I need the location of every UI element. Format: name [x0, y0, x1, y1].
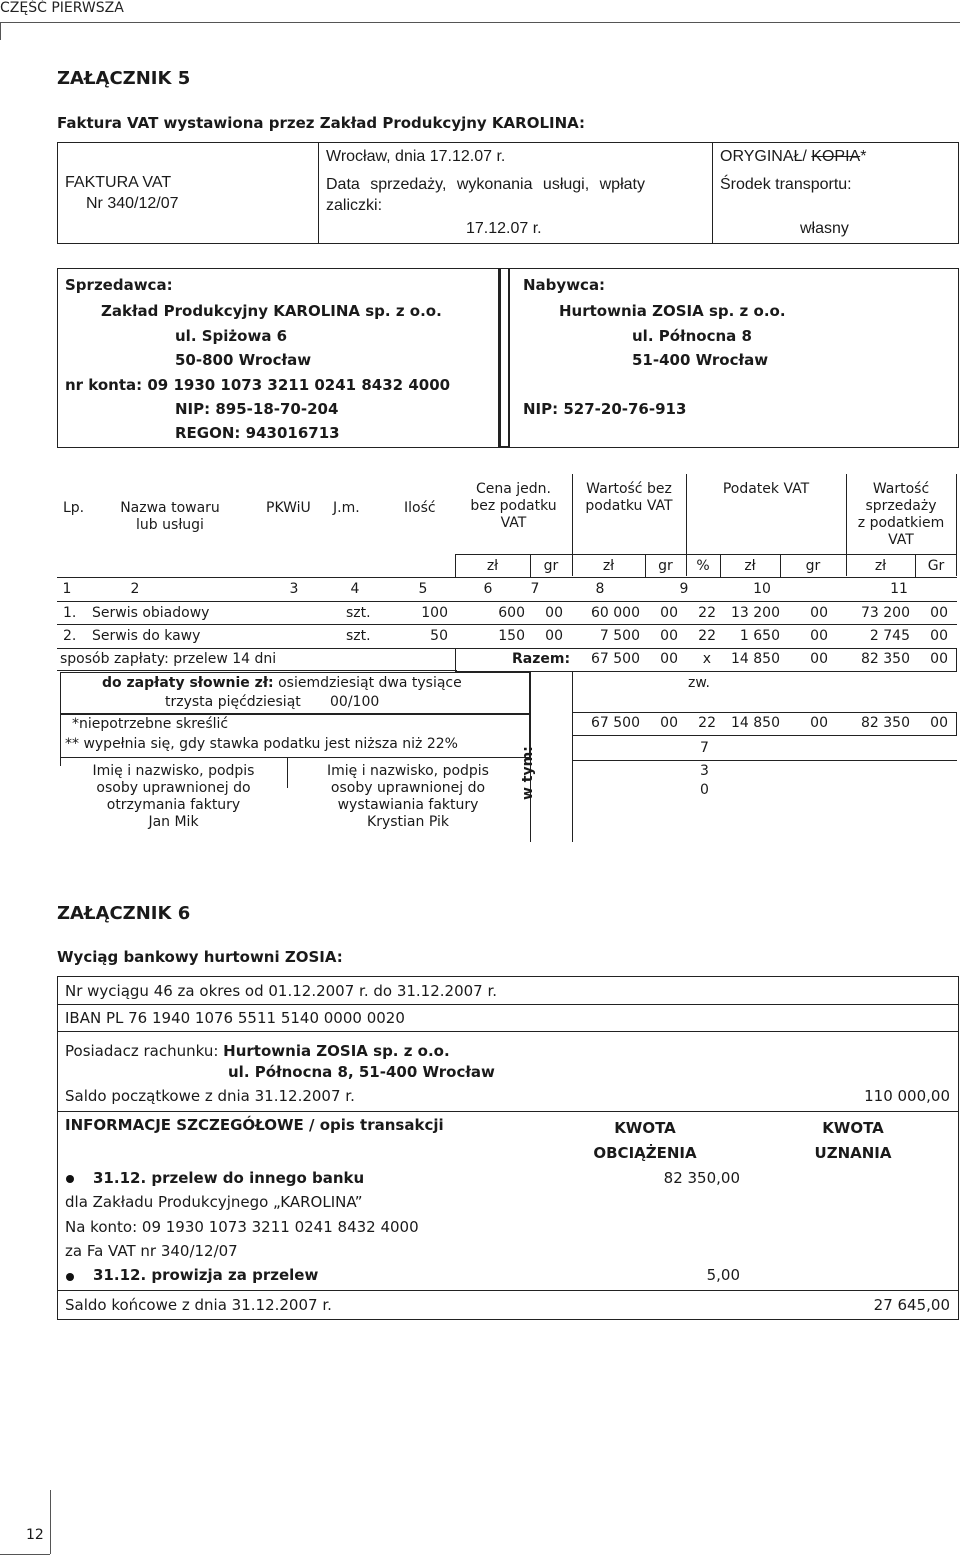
credit-header	[798, 1116, 908, 1166]
rate22-tax-gr: 00	[810, 715, 828, 731]
issue-name: Krystian Pik	[367, 814, 449, 830]
unit-tax-gr: gr	[805, 558, 821, 574]
transaction-debit: 5,00	[706, 1266, 740, 1284]
rate-zw: zw.	[688, 675, 710, 691]
th-net-line1: Wartość bez	[586, 481, 672, 497]
recv-line3: otrzymania faktury	[106, 797, 241, 813]
seller-nip: NIP: 895-18-70-204	[175, 400, 339, 418]
annex6-title: ZAŁĄCZNIK 6	[57, 903, 191, 924]
holder-address: ul. Północna 8, 51-400 Wrocław	[228, 1063, 495, 1081]
transaction-line: dla Zakładu Produkcyjnego „KAROLINA”	[65, 1193, 363, 1211]
annex5-caption: Faktura VAT wystawiona przez Zakład Produkcyjny KAROLINA:	[57, 114, 586, 132]
colnum: 2	[130, 581, 140, 597]
row-net-gr: 00	[660, 628, 678, 644]
th-tax: Podatek VAT	[722, 481, 810, 497]
footer-line-h	[0, 1554, 50, 1555]
total-rate: x	[702, 651, 711, 667]
unit-gross-gr: Gr	[927, 558, 945, 574]
words-label: do zapłaty słownie zł:	[102, 675, 274, 691]
colnum: 5	[418, 581, 428, 597]
th-net	[572, 481, 686, 515]
rate-0: 0	[700, 782, 709, 798]
words-text-1: osiemdziesiąt dwa tysiące	[278, 675, 462, 691]
total-tax-zl: 14 850	[731, 651, 780, 667]
row-lp: 2.	[63, 628, 77, 644]
buyer-city: 51-400 Wrocław	[632, 351, 769, 369]
header-line-h	[0, 22, 960, 23]
row-jm: szt.	[346, 605, 371, 621]
bullet-icon	[66, 1273, 74, 1281]
transport-label: Środek transportu:	[720, 176, 852, 193]
debit-header	[590, 1116, 700, 1166]
rate22-gross-gr: 00	[930, 715, 948, 731]
buyer-street: ul. Północna 8	[632, 327, 752, 345]
sale-date: 17.12.07 r.	[466, 220, 542, 237]
rule-h	[57, 1031, 959, 1032]
rule-h	[572, 760, 957, 761]
rule-h	[57, 1290, 959, 1291]
annex5-title: ZAŁĄCZNIK 5	[57, 68, 191, 89]
header-line-v	[0, 22, 1, 40]
details-header: INFORMACJE SZCZEGÓŁOWE / opis transakcji	[65, 1116, 444, 1134]
recv-line2: osoby uprawnionej do	[96, 780, 251, 796]
invoice-title: FAKTURA VAT	[65, 174, 172, 191]
copy-label: KOPIA	[811, 148, 861, 165]
th-price-line1: Cena jedn.	[475, 481, 551, 497]
original-label: ORYGINAŁ/	[720, 148, 807, 165]
seller-city: 50-800 Wrocław	[175, 351, 312, 369]
row-net-gr: 00	[660, 605, 678, 621]
seller-street: ul. Spiżowa 6	[175, 327, 288, 345]
receiver-signature	[60, 763, 287, 831]
th-gross-line3: z podatkiem	[857, 515, 945, 531]
colnum: 6	[483, 581, 493, 597]
account-holder	[65, 1042, 450, 1060]
words-text-2: trzysta pięćdziesiąt	[165, 694, 301, 710]
row-tax-gr: 00	[810, 628, 828, 644]
total-net-gr: 00	[660, 651, 678, 667]
rate-3: 3	[700, 763, 709, 779]
recv-name: Jan Mik	[148, 814, 199, 830]
th-net-line2: podatku VAT	[585, 498, 673, 514]
issue-line2: osoby uprawnionej do	[330, 780, 486, 796]
issue-line3: wystawiania faktury	[337, 797, 479, 813]
row-name: Serwis do kawy	[92, 628, 201, 644]
note-strike: *niepotrzebne skreślić	[72, 716, 229, 732]
row-net-zl: 7 500	[599, 628, 640, 644]
unit-price-gr: gr	[543, 558, 559, 574]
row-price-gr: 00	[545, 605, 563, 621]
unit-tax-zl: zł	[744, 558, 756, 574]
colnum: 11	[890, 581, 908, 597]
row-rate: 22	[698, 605, 716, 621]
original-copy	[720, 148, 866, 166]
footnote-star: *	[860, 148, 867, 165]
parties-double-rule	[498, 268, 510, 448]
row-tax-zl: 13 200	[731, 605, 780, 621]
row-jm: szt.	[346, 628, 371, 644]
issuer-signature	[293, 763, 523, 831]
row-gross-zl: 73 200	[861, 605, 910, 621]
transaction-title: 31.12. przelew do innego banku	[93, 1169, 365, 1187]
th-gross-line2: sprzedaży	[865, 498, 937, 514]
colnum: 10	[753, 581, 771, 597]
rule-h	[57, 1111, 959, 1112]
rate22-tax-zl: 14 850	[731, 715, 780, 731]
rule-h	[57, 577, 957, 578]
row-tax-gr: 00	[810, 605, 828, 621]
words-text-3: 00/100	[330, 694, 380, 710]
colnum: 8	[595, 581, 605, 597]
rate22-net-gr: 00	[660, 715, 678, 731]
holder-label: Posiadacz rachunku:	[65, 1042, 219, 1060]
th-pkwiu: PKWiU	[266, 500, 311, 516]
sale-date-label: Data sprzedaży, wykonania usługi, wpłaty	[326, 176, 645, 193]
invoice-number: Nr 340/12/07	[86, 195, 179, 212]
colnum: 3	[289, 581, 299, 597]
rate-7: 7	[700, 740, 709, 756]
recv-line1: Imię i nazwisko, podpis	[92, 763, 255, 779]
colnum: 4	[350, 581, 360, 597]
total-gross-zl: 82 350	[861, 651, 910, 667]
seller-label: Sprzedawca:	[65, 276, 173, 294]
th-gross	[846, 481, 956, 549]
th-price-line3: VAT	[500, 515, 527, 531]
row-price-gr: 00	[545, 628, 563, 644]
row-gross-zl: 2 745	[869, 628, 910, 644]
row-qty: 100	[421, 605, 448, 621]
buyer-label: Nabywca:	[523, 276, 606, 294]
th-name	[115, 500, 225, 534]
rule-h	[57, 670, 457, 671]
iban: IBAN PL 76 1940 1076 5511 5140 0000 0020	[65, 1009, 405, 1027]
seller-regon: REGON: 943016713	[175, 424, 340, 442]
debit-line1: KWOTA	[614, 1119, 676, 1137]
buyer-nip: NIP: 527-20-76-913	[523, 400, 687, 418]
annex6-caption: Wyciąg bankowy hurtowni ZOSIA:	[57, 948, 343, 966]
wtym-right-rule	[572, 672, 573, 842]
th-jm: J.m.	[333, 500, 360, 516]
unit-net-zl: zł	[602, 558, 615, 574]
seller-name: Zakład Produkcyjny KAROLINA sp. z o.o.	[101, 302, 442, 320]
th-name-line2: lub usługi	[136, 517, 204, 533]
closing-balance-label: Saldo końcowe z dnia 31.12.2007 r.	[65, 1296, 332, 1314]
page-number: 12	[26, 1527, 44, 1543]
holder-name: Hurtownia ZOSIA sp. z o.o.	[223, 1042, 450, 1060]
credit-line2: UZNANIA	[814, 1144, 892, 1162]
unit-gross-zl: zł	[874, 558, 887, 574]
transaction-line: Na konto: 09 1930 1073 3211 0241 8432 4000	[65, 1218, 419, 1236]
sale-date-label-cont: zaliczki:	[326, 197, 383, 214]
row-gross-gr: 00	[930, 605, 948, 621]
amount-in-words	[102, 675, 462, 691]
th-name-line1: Nazwa towaru	[120, 500, 220, 516]
unit-net-gr: gr	[658, 558, 673, 574]
note-rate: ** wypełnia się, gdy stawka podatku jest niższa niż 22%	[65, 736, 458, 752]
row-name: Serwis obiadowy	[92, 605, 210, 621]
payment-method: sposób zapłaty: przelew 14 dni	[60, 651, 277, 667]
total-net-zl: 67 500	[591, 651, 640, 667]
transport-value: własny	[800, 220, 849, 237]
transaction-title: 31.12. prowizja za przelew	[93, 1266, 319, 1284]
th-price	[455, 481, 572, 532]
credit-line1: KWOTA	[822, 1119, 884, 1137]
row-tax-zl: 1 650	[739, 628, 780, 644]
footer-line-v	[50, 1490, 51, 1554]
th-price-line2: bez podatku	[470, 498, 557, 514]
rule-h	[57, 1004, 959, 1005]
rate22-net-zl: 67 500	[591, 715, 640, 731]
opening-balance-label: Saldo początkowe z dnia 31.12.2007 r.	[65, 1087, 355, 1105]
th-qty: Ilość	[404, 500, 436, 516]
th-gross-line4: VAT	[888, 532, 914, 548]
rule-h	[57, 601, 957, 602]
rate22-gross-zl: 82 350	[861, 715, 910, 731]
row-price-zl: 600	[498, 605, 525, 621]
row-net-zl: 60 000	[591, 605, 640, 621]
row-lp: 1.	[63, 605, 77, 621]
transaction-line: za Fa VAT nr 340/12/07	[65, 1242, 238, 1260]
total-tax-gr: 00	[810, 651, 828, 667]
th-lp: Lp.	[63, 500, 85, 516]
invoice-header-divider-1	[318, 142, 319, 244]
invoice-header-divider-2	[712, 142, 713, 244]
debit-line2: OBCIĄŻENIA	[593, 1144, 697, 1162]
th-gross-line1: Wartość	[872, 481, 930, 497]
bullet-icon	[66, 1175, 74, 1183]
buyer-name: Hurtownia ZOSIA sp. z o.o.	[559, 302, 786, 320]
transaction-debit: 82 350,00	[663, 1169, 740, 1187]
seller-account: nr konta: 09 1930 1073 3211 0241 8432 4000	[65, 376, 451, 394]
row-qty: 50	[430, 628, 448, 644]
total-gross-gr: 00	[930, 651, 948, 667]
total-label: Razem:	[512, 651, 571, 667]
in-which-label: w tym:	[520, 746, 536, 800]
issue-line1: Imię i nazwisko, podpis	[327, 763, 489, 779]
unit-price-zl: zł	[486, 558, 499, 574]
opening-balance-value: 110 000,00	[864, 1087, 950, 1105]
row-price-zl: 150	[498, 628, 525, 644]
invoice-place-date: Wrocław, dnia 17.12.07 r.	[326, 148, 506, 165]
row-gross-gr: 00	[930, 628, 948, 644]
colnum: 7	[530, 581, 540, 597]
part-header: CZĘŚĆ PIERWSZA	[0, 0, 124, 16]
closing-balance-value: 27 645,00	[873, 1296, 950, 1314]
colnum: 9	[679, 581, 689, 597]
sig-divider	[287, 758, 288, 788]
statement-number: Nr wyciągu 46 za okres od 01.12.2007 r. do 31.12.2007 r.	[65, 982, 498, 1000]
rate22-rate: 22	[698, 715, 716, 731]
unit-rate: %	[696, 558, 710, 574]
row-rate: 22	[698, 628, 716, 644]
colnum: 1	[62, 581, 72, 597]
rule-h	[57, 624, 957, 625]
